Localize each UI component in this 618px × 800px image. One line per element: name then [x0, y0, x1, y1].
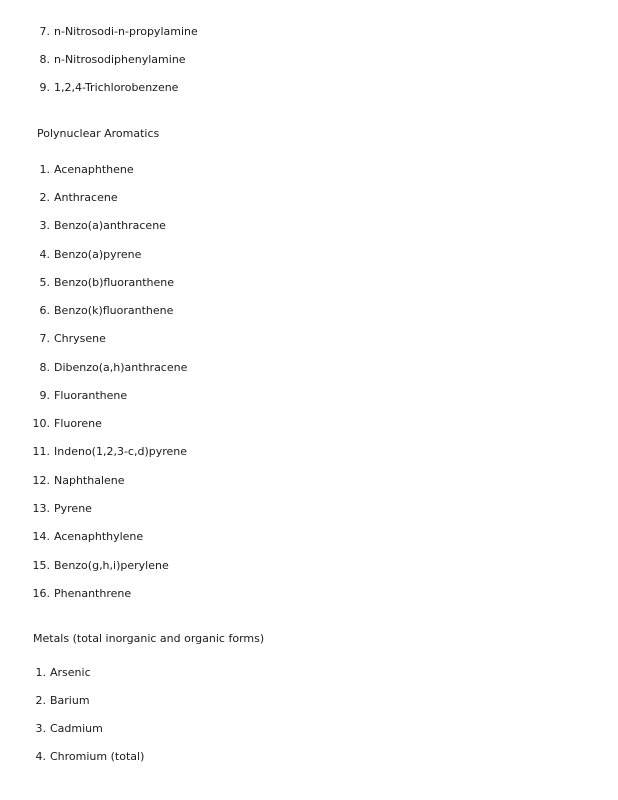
section-heading-polynuclear-aromatics: Polynuclear Aromatics	[37, 127, 160, 140]
list-item: 4. Chromium (total)	[35, 750, 145, 763]
list-item: 1. Acenaphthene	[39, 163, 134, 176]
list-item: 10. Fluorene	[32, 417, 102, 430]
list-item: 1. Arsenic	[35, 666, 91, 679]
list-item: 7. n-Nitrosodi-n-propylamine	[39, 25, 198, 38]
list-item: 2. Anthracene	[39, 191, 118, 204]
list-item: 3. Benzo(a)anthracene	[39, 219, 166, 232]
list-item: 6. Benzo(k)fluoranthene	[39, 304, 174, 317]
list-item: 11. Indeno(1,2,3-c,d)pyrene	[32, 445, 188, 458]
list-item: 7. Chrysene	[39, 332, 106, 345]
list-item: 8. Dibenzo(a,h)anthracene	[39, 361, 188, 374]
list-item: 5. Benzo(b)fluoranthene	[39, 276, 175, 289]
section-heading-metals: Metals (total inorganic and organic forms)	[33, 632, 265, 645]
list-item: 9. 1,2,4-Trichlorobenzene	[39, 81, 179, 94]
list-item: 4. Benzo(a)pyrene	[39, 248, 142, 261]
list-item: 2. Barium	[35, 694, 90, 707]
list-item: 3. Cadmium	[35, 722, 103, 735]
list-item: 13. Pyrene	[32, 502, 92, 515]
list-item: 16. Phenanthrene	[32, 587, 132, 600]
list-item: 9. Fluoranthene	[39, 389, 128, 402]
list-item: 15. Benzo(g,h,i)perylene	[32, 559, 169, 572]
list-item: 14. Acenaphthylene	[32, 530, 144, 543]
list-item: 12. Naphthalene	[32, 474, 125, 487]
list-item: 8. n-Nitrosodiphenylamine	[39, 53, 186, 66]
